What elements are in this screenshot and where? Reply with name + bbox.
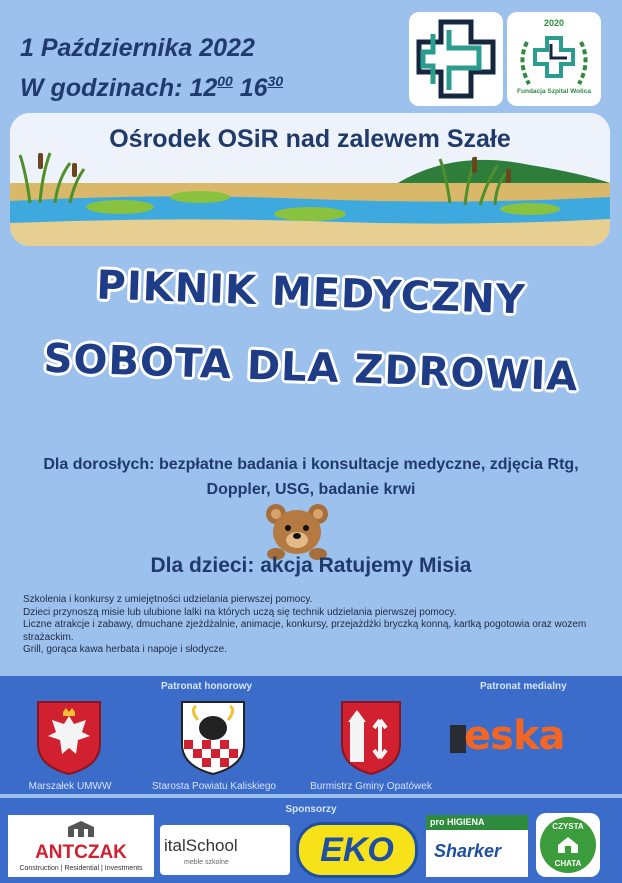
eska-wordmark: eska xyxy=(464,713,565,759)
end-minutes: 30 xyxy=(267,73,284,89)
building-icon xyxy=(66,819,96,839)
czysta-chata-logo xyxy=(536,813,600,877)
hours-prefix: W godzinach: xyxy=(20,74,183,102)
venue-banner xyxy=(10,113,610,246)
start-hour: 12 xyxy=(189,74,218,102)
foundation-year: 2020 xyxy=(543,18,565,28)
eska-logo xyxy=(450,713,590,761)
czysta-label: CZYSTA xyxy=(552,822,584,831)
italschool-logo xyxy=(160,825,290,875)
antczak-name: ANTCZAK xyxy=(35,842,127,863)
medical-cross-icon xyxy=(409,12,503,106)
headline-line2: SOBOTA DLA ZDROWIA xyxy=(42,335,580,401)
kids-offer: Dla dzieci: akcja Ratujemy Misia xyxy=(150,554,472,577)
headline-line1: PIKNIK MEDYCZNY xyxy=(95,262,527,324)
hospital-logo xyxy=(409,12,503,106)
kalisz-county-crest-icon xyxy=(180,700,246,776)
opatowek-crest-icon xyxy=(340,700,402,776)
honorary-patronage-label: Patronat honorowy xyxy=(161,681,253,692)
event-date-block xyxy=(20,32,283,105)
adults-offer xyxy=(20,452,602,502)
foundation-name: Fundacja Szpital Wolica xyxy=(517,88,591,95)
eko-wordmark: EKO xyxy=(320,831,394,869)
sponsors-label: Sponsorzy xyxy=(285,804,337,815)
end-hour: 16 xyxy=(239,74,268,102)
start-minutes: 00 xyxy=(217,73,233,89)
chata-label: CHATA xyxy=(554,859,582,868)
higiena-sharker-logo xyxy=(426,815,528,877)
media-patronage-label: Patronat medialny xyxy=(480,681,567,692)
event-hours xyxy=(20,65,283,105)
teddy-bear-icon xyxy=(264,502,330,560)
higiena-wordmark: pro HIGIENA xyxy=(426,815,528,830)
eko-logo xyxy=(296,822,418,878)
italschool-tagline: meble szkolne xyxy=(184,859,229,866)
patron-label: Burmistrz Gminy Opatówek xyxy=(310,781,432,792)
detail-line: Liczne atrakcje i zabawy, dmuchane zjeżdżalnie, animacje, konkursy, przejażdżki bryczką konną, kartką pogotowia oraz wozem strażackim. xyxy=(23,619,587,643)
detail-line: Grill, gorąca kawa herbata i napoje i słodycze. xyxy=(23,644,227,655)
italschool-name: italSchool xyxy=(164,836,238,855)
sharker-wordmark: Sharker xyxy=(434,841,502,861)
adults-offer-line1: Dla dorosłych: bezpłatne badania i konsultacje medyczne, zdjęcia Rtg, xyxy=(43,456,579,473)
patron-label: Starosta Powiatu Kaliskiego xyxy=(152,781,276,792)
adults-offer-line2: Doppler, USG, badanie krwi xyxy=(206,481,416,498)
wielkopolska-crest-icon xyxy=(36,700,102,776)
event-details xyxy=(23,594,603,657)
detail-line: Szkolenia i konkursy z umiejętności udzielania pierwszej pomocy. xyxy=(23,594,313,605)
antczak-tagline: Construction | Residential | Investments xyxy=(19,865,143,872)
venue-title: Ośrodek OSiR nad zalewem Szałe xyxy=(109,125,511,153)
antczak-logo xyxy=(8,815,154,877)
house-icon xyxy=(556,835,580,855)
foundation-logo xyxy=(507,12,601,106)
patron-label: Marszałek UMWW xyxy=(28,781,112,792)
detail-line: Dzieci przynoszą misie lub ulubione lalki na których uczą się technik udzielania pierwszej pomocy. xyxy=(23,606,457,618)
event-date: 1 Października 2022 xyxy=(20,34,255,62)
